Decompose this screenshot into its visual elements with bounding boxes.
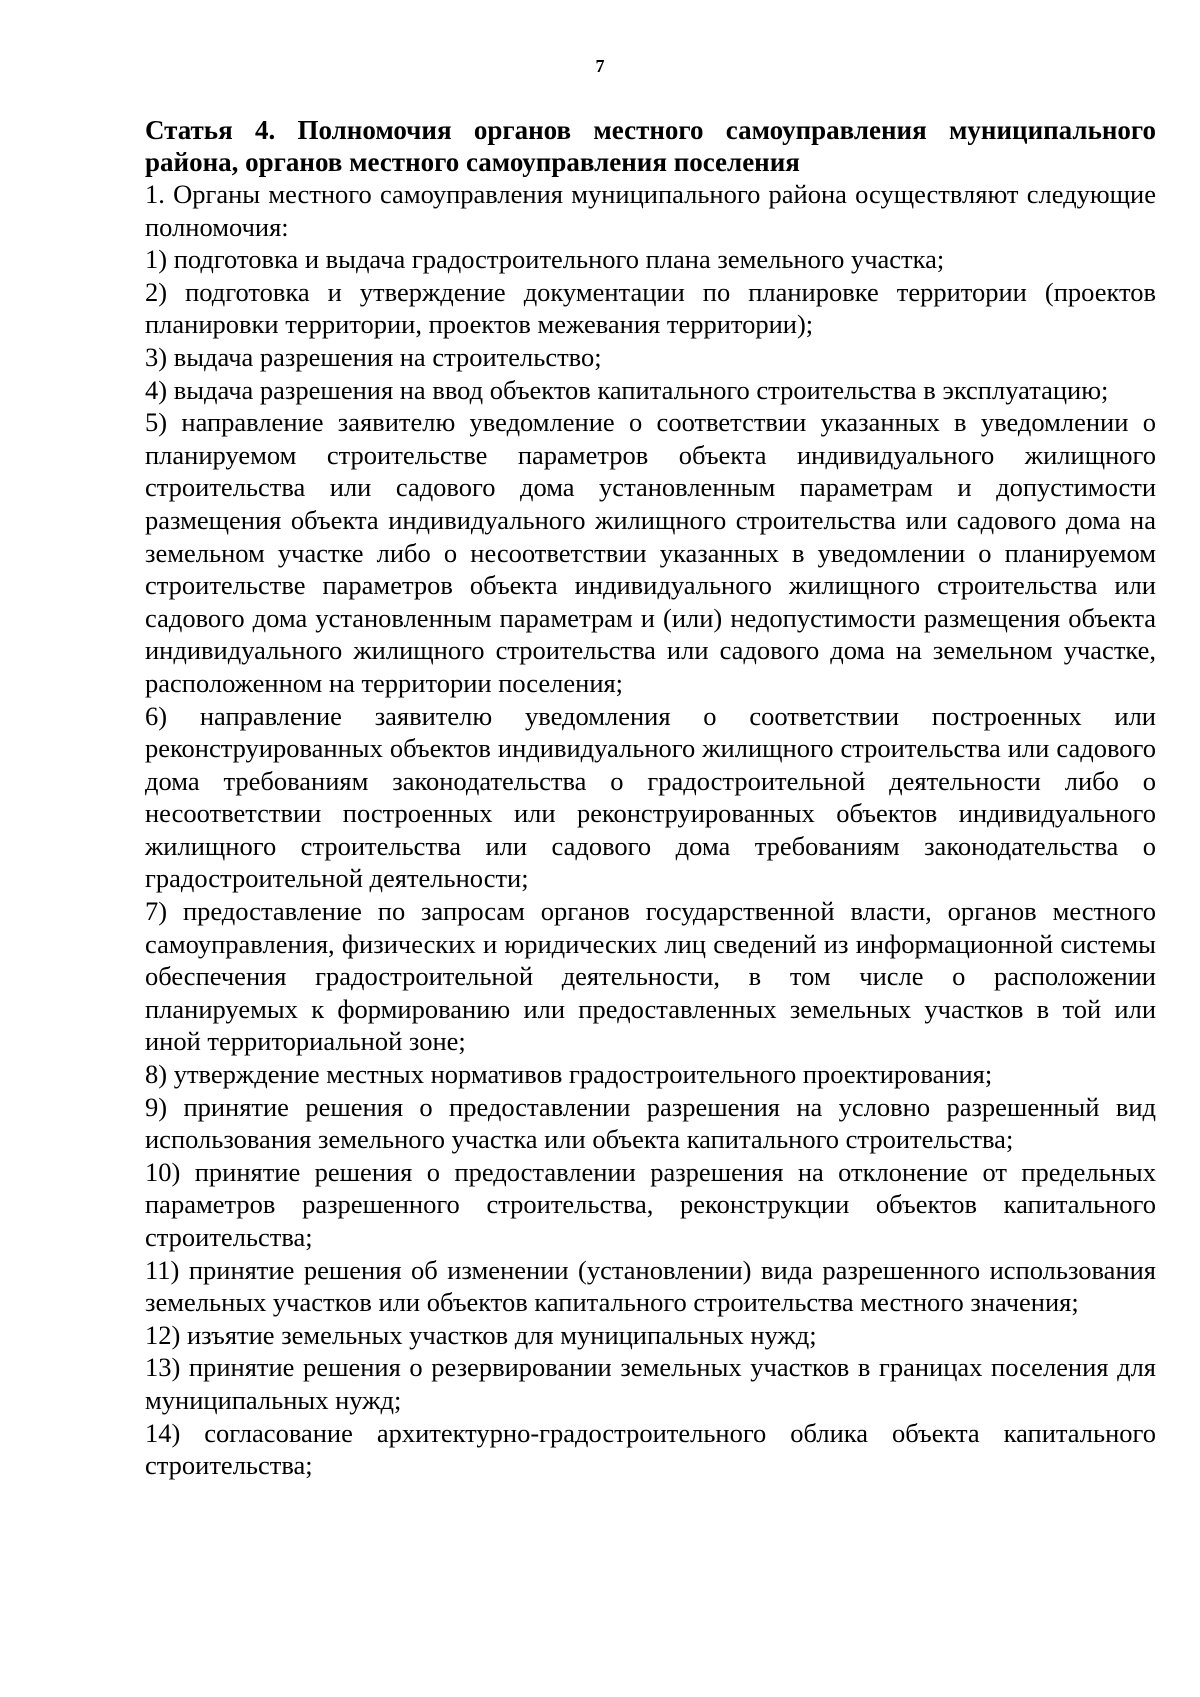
- document-body: [145, 114, 1156, 1482]
- paragraph-1: 1. Органы местного самоуправления муниципального района осуществляют следующие полномочия:: [145, 179, 1156, 242]
- list-item-9: 9) принятие решения о предоставлении разрешения на условно разрешенный вид использования земельного участка или объекта капитального строительства;: [145, 1091, 1156, 1155]
- list-item-14: 14) согласование архитектурно-градостроительного облика объекта капитального строительства;: [145, 1417, 1156, 1481]
- list-item-1: 1) подготовка и выдача градостроительного плана земельного участка;: [145, 244, 945, 275]
- list-item-7: 7) предоставление по запросам органов государственной власти, органов местного самоуправления, физических и юридических лиц сведений из информационной системы обеспечения градостроительной деятельности, в том числе о расположении планируемых к формированию или предоставленных земельных участков в той или иной территориальной зоне;: [145, 896, 1156, 1057]
- list-item-10: 10) принятие решения о предоставлении разрешения на отклонение от предельных параметров разрешенного строительства, реконструкции объектов капитального строительства;: [145, 1156, 1156, 1252]
- list-item-12: 12) изъятие земельных участков для муниципальных нужд;: [145, 1319, 817, 1350]
- list-item-13: 13) принятие решения о резервировании земельных участков в границах поселения для муниципальных нужд;: [145, 1352, 1156, 1415]
- page-number: 7: [595, 56, 605, 76]
- list-item-6: 6) направление заявителю уведомления о соответствии построенных или реконструированных объектов индивидуального жилищного строительства или садового дома требованиям законодательства о градостроительной деятельности либо о несоответствии построенных или реконструированных объектов индивидуального жилищного строительства или садового дома требованиям законодательства о градостроительной деятельности;: [145, 700, 1156, 894]
- list-item-3: 3) выдача разрешения на строительство;: [145, 341, 602, 372]
- list-item-4: 4) выдача разрешения на ввод объектов капитального строительства в эксплуатацию;: [145, 374, 1109, 405]
- article-title: Статья 4. Полномочия органов местного самоуправления муниципального района, органов местного самоуправления поселения: [145, 115, 1156, 177]
- list-item-5: 5) направление заявителю уведомление о соответствии указанных в уведомлении о планируемом строительстве параметров объекта индивидуального жилищного строительства или садового дома установленным параметрам и допустимости размещения объекта индивидуального жилищного строительства или садового дома на земельном участке либо о несоответствии указанных в уведомлении о планируемом строительстве параметров объекта индивидуального жилищного строительства или садового дома установленным параметрам и (или) недопустимости размещения объекта индивидуального жилищного строительства или садового дома на земельном участке, расположенном на территории поселения;: [145, 407, 1156, 698]
- list-item-2: 2) подготовка и утверждение документации по планировке территории (проектов планировки территории, проектов межевания территории);: [145, 276, 1156, 340]
- list-item-8: 8) утверждение местных нормативов градостроительного проектирования;: [145, 1059, 993, 1090]
- list-item-11: 11) принятие решения об изменении (установлении) вида разрешенного использования земельных участков или объектов капитального строительства местного значения;: [145, 1254, 1156, 1318]
